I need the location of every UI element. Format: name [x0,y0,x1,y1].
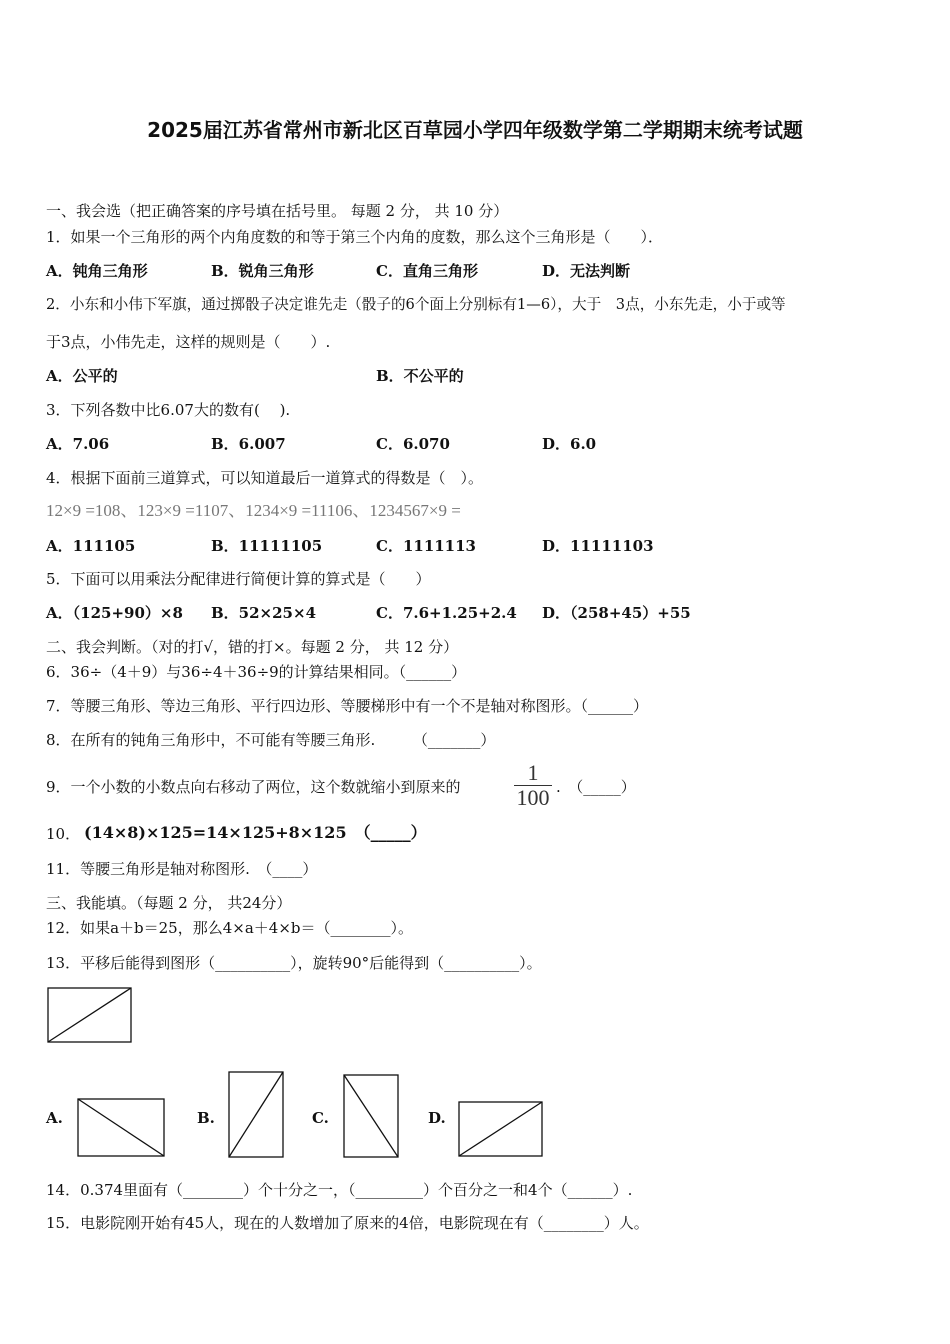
fraction-one-hundredth [512,762,554,809]
q5-option-a: A．（125+90）×8 [46,604,183,622]
question-1: 1．如果一个三角形的两个内角度数的和等于第三个内角的度数，那么这个三角形是（ ）． [46,228,664,246]
question-10-number: 10． [46,825,81,843]
q13-option-b-figure [228,1071,285,1159]
q4-option-d: D．11111103 [542,537,654,555]
question-15: 15．电影院刚开始有45人，现在的人数增加了原来的4倍，电影院现在有（________）人。 [46,1214,649,1232]
q13-option-c-label: C. [312,1109,329,1127]
q1-option-b: B．锐角三角形 [211,262,314,280]
q5-option-b: B．52×25×4 [211,604,317,622]
q5-option-d: D．（258+45）+55 [542,604,691,622]
q4-option-a: A．111105 [46,537,136,555]
q3-option-b: B．6.007 [211,435,286,453]
question-8: 8．在所有的钝角三角形中，不可能有等腰三角形. （_______） [46,731,496,749]
q3-option-c: C．6.070 [376,435,450,453]
q13-original-figure [47,987,133,1044]
fraction-denominator: 100 [516,785,550,810]
q4-option-b: B．11111105 [211,537,323,555]
question-3: 3．下列各数中比6.07大的数有( ). [46,401,291,419]
question-2-line-1: 2．小东和小伟下军旗，通过掷骰子决定谁先走（骰子的6个面上分别标有1—6），大于 3点，小东先走，小于或等 [46,296,786,313]
q13-option-d-figure [458,1101,544,1158]
q3-option-a: A．7.06 [46,435,110,453]
question-11: 11．等腰三角形是轴对称图形. （____） [46,860,318,878]
section-2-header: 二、我会判断。（对的打√，错的打×。每题 2 分， 共 12 分） [46,638,459,656]
q13-option-c-figure [343,1074,400,1159]
question-13: 13．平移后能得到图形（__________），旋转90°后能得到（__________）。 [46,954,542,972]
question-5: 5．下面可以用乘法分配律进行简便计算的算式是（ ） [46,570,431,588]
q1-option-d: D．无法判断 [542,262,631,280]
page-title: 2025届江苏省常州市新北区百草园小学四年级数学第二学期期末统考试题 [147,118,803,142]
fraction-numerator: 1 [527,760,539,785]
q2-option-b: B．不公平的 [376,367,464,385]
question-9: 9．一个小数的小数点向右移动了两位，这个数就缩小到原来的 [46,778,461,796]
q3-option-d: D．6.0 [542,435,597,453]
q2-option-a: A．公平的 [46,367,118,385]
q4-option-c: C．1111113 [376,537,476,555]
question-6: 6．36÷（4＋9）与36÷4＋36÷9的计算结果相同。（______） [46,663,467,681]
section-1-header: 一、我会选（把正确答案的序号填在括号里。 每题 2 分， 共 10 分） [46,202,509,220]
q1-option-a: A．钝角三角形 [46,262,148,280]
question-9-blank: . （_____） [556,778,636,796]
q1-option-c: C．直角三角形 [376,262,478,280]
q13-option-a-figure [77,1098,166,1158]
q4-equation: 12×9 =108、123×9 =1107、1234×9 =11106、1234567×9 = [46,501,461,520]
question-7: 7．等腰三角形、等边三角形、平行四边形、等腰梯形中有一个不是轴对称图形。（______） [46,697,649,715]
q13-option-b-label: B. [197,1109,215,1127]
q13-option-d-label: D. [428,1109,446,1127]
q13-option-a-label: A. [46,1109,63,1127]
section-3-header: 三、我能填。（每题 2 分， 共24分） [46,894,292,912]
question-2-line-2: 于3点，小伟先走，这样的规则是（ ）. [46,333,331,351]
question-14: 14．0.374里面有（________）个十分之一，（_________）个百分之一和4个（______）. [46,1181,633,1199]
q5-option-c: C．7.6+1.25+2.4 [376,604,517,622]
question-10: (14×8)×125=14×125+8×125 （_____） [84,823,427,842]
question-12: 12．如果a＋b＝25，那么4×a＋4×b＝（________）。 [46,919,413,937]
question-4: 4．根据下面前三道算式，可以知道最后一道算式的得数是（ ）。 [46,469,484,487]
